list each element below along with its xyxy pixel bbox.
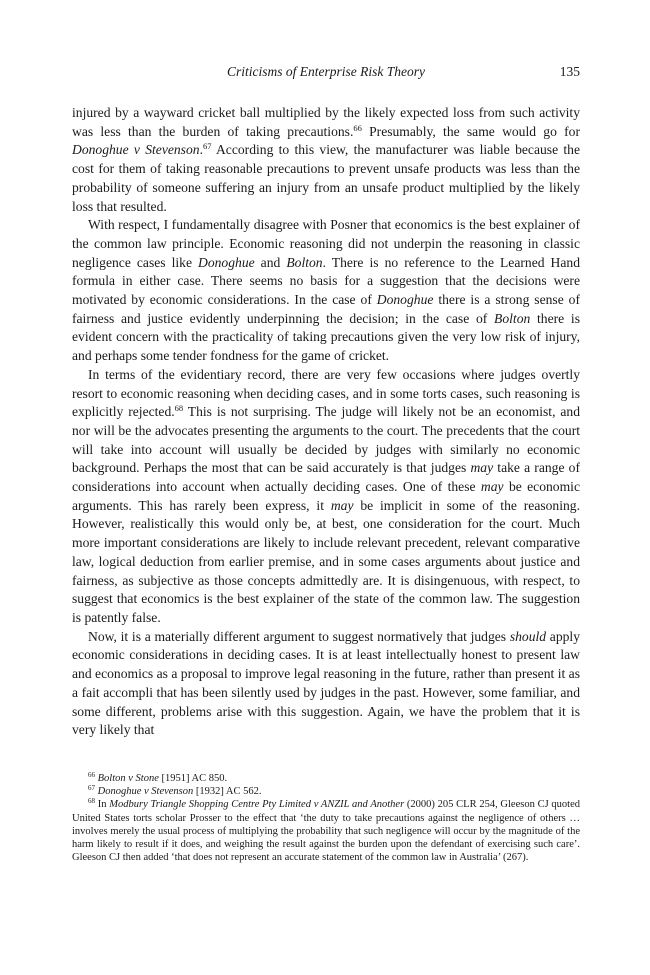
case-name: Bolton v Stone bbox=[97, 773, 159, 784]
citation: [1951] AC 850. bbox=[158, 773, 228, 784]
emphasis: should bbox=[509, 628, 547, 644]
text-run: (2000) 205 CLR 254, Gleeson CJ quoted United States torts scholar Prosser to the effect that ‘the duty to take precautions against the negligence of others … involves merely the usual process of multiplying the probability that such negligence will occur by the magnitude of the harm likely to result if it does, and weighing the result against the burden upon the defendant of exercising such care’. Gleeson CJ then added ‘that does not represent an accurate statement of the common law in Australia’ (267). bbox=[72, 799, 580, 864]
text-run: Presumably, the same would go for bbox=[361, 123, 580, 139]
footnote-ref-68[interactable]: 68 bbox=[174, 403, 184, 414]
footnote-number: 66 bbox=[88, 771, 95, 779]
text-run: take a range of considerations into account when actually deciding cases. One of these bbox=[72, 460, 580, 495]
text-run: According to this view, the manufacturer was liable because the cost for them of taking reasonable precautions to prevent unsafe products was less than the probability of someone suffering an injury from an unsafe product multiplied by the likely loss that resulted. bbox=[72, 142, 580, 214]
text-run: there is evident concern with the practicality of taking precautions given the very low risk of injury, and perhaps some tender fondness for the game of cricket. bbox=[72, 310, 580, 364]
text-run: be implicit in some of the reasoning. However, realistically this would only be, at best, one consideration for the court. Much more important considerations are likely to include relevant precedent, relevant comparative law, logical deduction from earlier premise, and in some cases arguments about justice and fairness, as subjective as those concepts admittedly are. It is disingenuous, with respect, to suggest that economics is the best explainer of the state of the common law. The suggestion is patently false. bbox=[72, 497, 581, 625]
case-name: Donoghue v Stevenson bbox=[97, 786, 194, 798]
paragraph-3 bbox=[72, 366, 580, 628]
case-name: Modbury Triangle Shopping Centre Pty Limited v ANZIL and Another bbox=[109, 799, 405, 811]
running-head bbox=[72, 64, 580, 84]
footnote-68 bbox=[72, 798, 580, 864]
footnote-67 bbox=[72, 785, 580, 798]
text-run: there is a strong sense of fairness and justice evidently underpinning the decision; in the case of bbox=[72, 292, 580, 326]
footnotes bbox=[72, 772, 580, 864]
body-text bbox=[72, 104, 580, 740]
text-run: be economic arguments. This has rarely been express, it bbox=[72, 479, 580, 513]
text-run: apply economic considerations in deciding cases. It is at least intellectually honest to present law and economics as a proposal to improve legal reasoning in the future, rather than present it as a fait accompli that has been silently used by judges in the past. However, some familiar, and some different, problems arise with this suggestion. Again, we have the problem that it is very likely that bbox=[72, 628, 580, 738]
text-run: . bbox=[199, 142, 203, 158]
emphasis: may bbox=[330, 497, 354, 513]
case-name: Donoghue v Stevenson bbox=[72, 142, 200, 158]
emphasis: may bbox=[470, 460, 494, 476]
text-run: injured by a wayward cricket ball multiplied by the likely expected loss from such activity was less than the burden of taking precautions. bbox=[72, 105, 580, 139]
case-name: Bolton bbox=[286, 254, 323, 270]
paragraph-1 bbox=[72, 104, 580, 216]
citation: [1932] AC 562. bbox=[193, 786, 262, 798]
text-run: and bbox=[254, 254, 287, 270]
emphasis: may bbox=[480, 479, 504, 495]
footnote-number: 67 bbox=[88, 784, 95, 793]
paragraph-4 bbox=[72, 628, 580, 740]
case-name: Donoghue bbox=[376, 292, 434, 308]
text-run: In bbox=[95, 799, 110, 811]
footnote-ref-66[interactable]: 66 bbox=[353, 122, 362, 133]
running-title: Criticisms of Enterprise Risk Theory bbox=[227, 64, 425, 79]
footnote-66 bbox=[72, 772, 580, 785]
text-run: In terms of the evidentiary record, there are very few occasions where judges overtly resort to economic reasoning when deciding cases, and in some torts cases, such reasoning is explicitly rejected. bbox=[72, 366, 580, 420]
text-run: Now, it is a materially different argument to suggest normatively that judges bbox=[88, 628, 510, 644]
text-run: . There is no reference to the Learned Hand formula in either case. There seems no basis for a suggestion that the decisions were motivated by economic considerations. In the case of bbox=[72, 254, 580, 308]
footnote-ref-67[interactable]: 67 bbox=[202, 141, 212, 152]
text-run: With respect, I fundamentally disagree with Posner that economics is the best explainer of the common law principle. Economic reasoning did not underpin the reasoning in classic negligence cases like bbox=[72, 217, 580, 270]
text-run: This is not surprising. The judge will likely not be an economist, and nor will be the advocates presenting the arguments to the court. The precedents that the court will take into account will usually be decided by judges with similarly no economic background. Perhaps the most that can be said accurately is that judges bbox=[72, 404, 580, 476]
footnote-number: 68 bbox=[88, 797, 95, 806]
page-number: 135 bbox=[559, 64, 580, 79]
case-name: Donoghue bbox=[198, 254, 255, 270]
case-name: Bolton bbox=[494, 310, 531, 326]
paragraph-2 bbox=[72, 216, 580, 366]
